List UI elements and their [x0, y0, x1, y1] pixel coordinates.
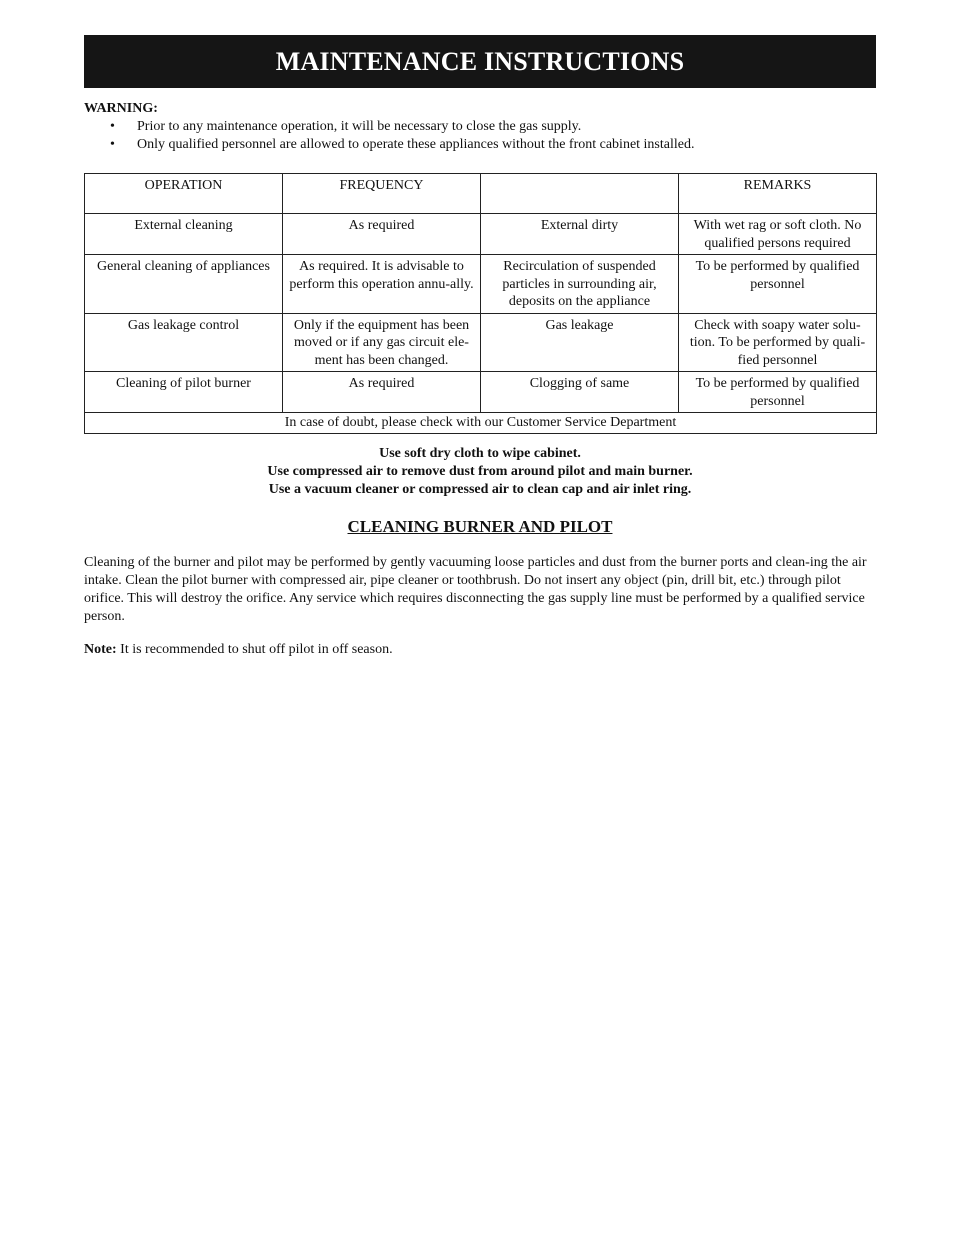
- table-row: [85, 255, 877, 314]
- table-cell: Cleaning of pilot burner: [85, 372, 283, 413]
- warning-item-text: Prior to any maintenance operation, it will be necessary to close the gas supply.: [137, 119, 582, 134]
- table-cell: With wet rag or soft cloth. No qualified persons required: [679, 214, 877, 255]
- warning-title: WARNING:: [84, 101, 158, 116]
- note-text: It is recommended to shut off pilot in off season.: [116, 642, 393, 657]
- table-cell: To be performed by qualified personnel: [679, 255, 877, 314]
- warning-item-text: Only qualified personnel are allowed to operate these appliances without the front cabinet installed.: [137, 137, 695, 152]
- table-header-row: [85, 174, 877, 214]
- warning-item: [84, 136, 876, 154]
- cleaning-tips: [84, 445, 876, 499]
- section-title: CLEANING BURNER AND PILOT: [347, 517, 613, 536]
- table-cell: To be performed by qualified personnel: [679, 372, 877, 413]
- cleaning-paragraph: Cleaning of the burner and pilot may be performed by gently vacuuming loose particles and dust from the burner ports and clean-ing the air intake. Clean the pilot burner with compressed air, pipe cleaner or toothbrush. Do not insert any object (pin, drill bit, etc.) through pilot orifice. This will destroy the orifice. Any service which requires disconnecting the gas supply line must be performed by a qualified service person.: [84, 555, 867, 624]
- maintenance-table: [84, 173, 877, 434]
- tip-line: Use a vacuum cleaner or compressed air to clean cap and air inlet ring.: [268, 482, 692, 497]
- warning-list: [84, 118, 876, 154]
- table-cell: As required: [283, 214, 481, 255]
- table-footer-row: [85, 413, 877, 434]
- warning-item: [84, 118, 876, 136]
- table-cell: General cleaning of appliances: [85, 255, 283, 314]
- table-cell: Only if the equipment has been moved or if any gas circuit ele-ment has been changed.: [283, 313, 481, 372]
- table-cell: Check with soapy water solu-tion. To be performed by quali-fied personnel: [679, 313, 877, 372]
- table-cell: As required. It is advisable to perform this operation annu-ally.: [283, 255, 481, 314]
- bullet-icon: •: [110, 137, 115, 152]
- column-header-remarks: REMARKS: [679, 174, 877, 214]
- page-title: MAINTENANCE INSTRUCTIONS: [84, 35, 876, 88]
- note: [84, 642, 393, 658]
- note-label: Note:: [84, 642, 117, 657]
- column-header-frequency: FREQUENCY: [283, 174, 481, 214]
- table-cell: External dirty: [481, 214, 679, 255]
- table-cell: Gas leakage control: [85, 313, 283, 372]
- table-cell: Recirculation of suspended particles in surrounding air, deposits on the appliance: [481, 255, 679, 314]
- tip-line: Use compressed air to remove dust from around pilot and main burner.: [267, 464, 693, 479]
- column-header-operation: OPERATION: [85, 174, 283, 214]
- bullet-icon: •: [110, 119, 115, 134]
- table-cell: Clogging of same: [481, 372, 679, 413]
- table-cell: As required: [283, 372, 481, 413]
- table-row: [85, 372, 877, 413]
- table-row: [85, 214, 877, 255]
- table-row: [85, 313, 877, 372]
- tip-line: Use soft dry cloth to wipe cabinet.: [379, 446, 581, 461]
- table-footer-note: In case of doubt, please check with our Customer Service Department: [85, 413, 877, 434]
- column-header-cause: [481, 174, 679, 214]
- table-cell: Gas leakage: [481, 313, 679, 372]
- table-cell: External cleaning: [85, 214, 283, 255]
